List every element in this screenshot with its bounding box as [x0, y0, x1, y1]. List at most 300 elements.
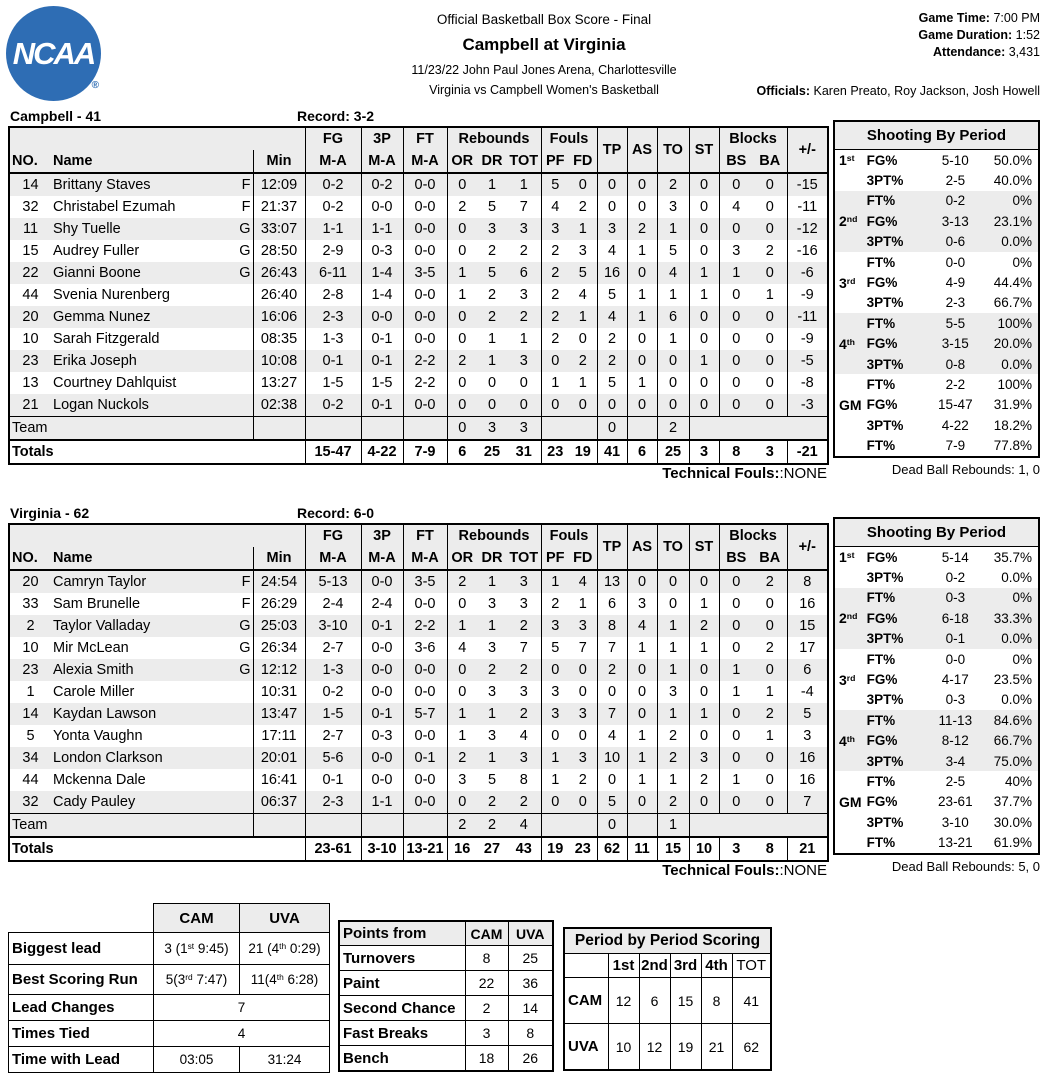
player-number: 2 — [26, 618, 35, 634]
stat-label: FG% — [866, 794, 898, 810]
player-number: 13 — [22, 375, 39, 391]
percentage: 35.7% — [993, 549, 1032, 565]
made-attempted: 0-3 — [945, 590, 966, 606]
made-attempted: 3-15 — [941, 336, 969, 352]
player-name: Shy Tuelle — [53, 221, 121, 237]
stat-label: FG% — [866, 733, 898, 749]
player-name: Erika Joseph — [53, 353, 137, 369]
shooting-row — [834, 792, 1039, 812]
shooting-row — [834, 211, 1039, 231]
player-position — [235, 394, 253, 417]
col-min: Min — [253, 150, 305, 173]
period-label — [834, 812, 867, 832]
percentage: 0.0% — [1001, 570, 1032, 586]
player-number: 15 — [22, 243, 39, 259]
player-name: Yonta Vaughn — [53, 728, 143, 744]
player-row: 44 Mckenna Dale 16:41 0-1 0-0 0-0 3 5 8 1 2 0 1 1 2 1 0 16 — [9, 769, 828, 791]
shooting-row — [834, 191, 1039, 211]
virginia-shooting-panel — [833, 517, 1040, 855]
player-position — [235, 747, 253, 769]
player-name: Carole Miller — [53, 684, 135, 700]
percentage: 50.0% — [993, 152, 1032, 168]
stat-label: FG% — [866, 213, 898, 229]
percentage: 20.0% — [993, 336, 1032, 352]
shooting-row — [834, 731, 1039, 751]
player-position: G — [239, 265, 251, 281]
period-scoring-table: Period by Period Scoring 1st 2nd 3rd 4th TOT CAM 12 6 15 8 41 UVA 10 12 19 21 62 — [563, 927, 772, 1071]
player-position: G — [239, 221, 251, 237]
player-name: Mir McLean — [53, 640, 129, 656]
player-name: London Clarkson — [53, 750, 163, 766]
player-name: Brittany Staves — [53, 177, 151, 193]
player-position: F — [241, 177, 251, 193]
stat-label: FG% — [866, 672, 898, 688]
player-position — [235, 372, 253, 394]
player-row: 21 Logan Nuckols 02:38 0-2 0-1 0-0 0 0 0 0 0 0 0 0 0 0 0 -3 — [9, 394, 828, 417]
percentage: 30.0% — [993, 814, 1032, 830]
stat-label: 3PT% — [866, 631, 904, 647]
team-abbrev: CAM — [564, 978, 608, 1024]
period-label — [834, 232, 867, 252]
made-attempted: 0-1 — [945, 631, 966, 647]
col-ba: BA — [759, 153, 781, 169]
shooting-title: Shooting By Period — [834, 121, 1039, 150]
percentage: 75.0% — [993, 753, 1032, 769]
player-position — [235, 791, 253, 814]
virginia-box-score — [8, 523, 829, 862]
matchup-title: Campbell at Virginia — [462, 35, 626, 54]
shooting-row — [834, 395, 1039, 415]
percentage: 66.7% — [993, 295, 1032, 311]
col-tp: TP — [597, 127, 627, 173]
shooting-row — [834, 435, 1039, 456]
player-number: 1 — [26, 684, 35, 700]
player-number: 10 — [22, 331, 39, 347]
player-row: 44 Svenia Nurenberg 26:40 2-8 1-4 0-0 1 2 3 2 4 5 1 1 1 0 1 -9 — [9, 284, 828, 306]
player-number: 5 — [26, 728, 35, 744]
player-number: 21 — [22, 397, 39, 413]
player-row: 32 Cady Pauley 06:37 2-3 1-1 0-0 0 2 2 0 0 5 0 2 0 0 0 7 — [9, 791, 828, 814]
campbell-technical-fouls: Technical Fouls::NONE — [662, 465, 827, 482]
player-row: 5 Yonta Vaughn 17:11 2-7 0-3 0-0 1 3 4 0 0 4 1 2 0 0 1 3 — [9, 725, 828, 747]
player-row: 2 Taylor Valladay G 25:03 3-10 0-1 2-2 1 1 2 3 3 8 4 1 2 0 0 15 — [9, 615, 828, 637]
shooting-row — [834, 547, 1039, 568]
percentage: 0% — [1012, 651, 1032, 667]
points-row: Bench 18 26 — [339, 1046, 553, 1072]
virginia-record: Record: 6-0 — [297, 505, 375, 521]
percentage: 100% — [997, 315, 1032, 331]
virginia-box-score-table — [8, 523, 829, 862]
report-header — [244, 12, 844, 97]
points-row: Fast Breaks 3 8 — [339, 1021, 553, 1046]
percentage: 0% — [1012, 193, 1032, 209]
stat-label: 3PT% — [866, 753, 904, 769]
points-from-title: Points from — [339, 921, 465, 946]
period-label — [834, 751, 867, 771]
ncaa-logo — [6, 6, 101, 101]
player-name: Kaydan Lawson — [53, 706, 157, 722]
player-number: 20 — [22, 574, 39, 590]
player-position — [235, 284, 253, 306]
player-row: 14 Kaydan Lawson 13:47 1-5 0-1 5-7 1 1 2 3 3 7 0 1 1 0 2 5 — [9, 703, 828, 725]
shooting-row — [834, 669, 1039, 689]
shooting-row — [834, 150, 1039, 171]
game-duration: Game Duration: 1:52 — [918, 28, 1040, 42]
shooting-title: Shooting By Period — [834, 518, 1039, 547]
campbell-box-score — [8, 126, 829, 465]
lead-stats-table — [8, 903, 330, 1073]
player-position: F — [241, 199, 251, 215]
made-attempted: 3-13 — [941, 213, 969, 229]
period-label — [834, 435, 867, 456]
player-row: 11 Shy Tuelle G 33:07 1-1 1-1 0-0 0 3 3 3 1 3 2 1 0 0 0 -12 — [9, 218, 828, 240]
period-label — [834, 690, 867, 710]
period-score-row: CAM 12 6 15 8 41 — [564, 978, 771, 1024]
col-pf: PF — [541, 150, 569, 173]
player-position — [235, 350, 253, 372]
shooting-row — [834, 374, 1039, 394]
player-number: 32 — [22, 199, 39, 215]
shooting-row — [834, 812, 1039, 832]
team-row: Team 0 3 3 0 2 — [9, 417, 828, 441]
player-number: 44 — [22, 287, 39, 303]
game-time: Game Time: 7:00 PM — [918, 11, 1040, 25]
stat-label: 3PT% — [866, 692, 904, 708]
points-from-table: Points from CAM UVA Turnovers 8 25 Paint 22 36 Second Chance 2 14 Fast Breaks 3 8 Bench 18 26 — [338, 920, 554, 1072]
stat-label: FT% — [866, 315, 896, 331]
player-row: 34 London Clarkson 20:01 5-6 0-0 0-1 2 1 3 1 3 10 1 2 3 0 0 16 — [9, 747, 828, 769]
shooting-row — [834, 170, 1039, 190]
stat-label: 3PT% — [866, 570, 904, 586]
shooting-row — [834, 751, 1039, 771]
player-number: 20 — [22, 309, 39, 325]
col-tot: TOT — [509, 153, 539, 169]
player-name: Gianni Boone — [53, 265, 141, 281]
percentage: 61.9% — [993, 835, 1032, 851]
campbell-team-line — [10, 108, 829, 124]
team-row: Team 2 2 4 0 1 — [9, 814, 828, 838]
period-label — [834, 313, 867, 333]
percentage: 66.7% — [993, 733, 1032, 749]
stat-label: FT% — [866, 438, 896, 454]
made-attempted: 4-17 — [941, 672, 969, 688]
player-row: 32 Christabel Ezumah F 21:37 0-2 0-0 0-0 2 5 7 4 2 0 0 3 0 4 0 -11 — [9, 196, 828, 218]
player-position: G — [239, 640, 251, 656]
stat-label: FT% — [866, 773, 896, 789]
percentage: 0% — [1012, 254, 1032, 270]
percentage: 100% — [997, 376, 1032, 392]
virginia-dead-ball-rebounds: Dead Ball Rebounds: 5, 0 — [891, 859, 1040, 874]
shooting-row — [834, 771, 1039, 791]
player-number: 44 — [22, 772, 39, 788]
lead-changes-row: Lead Changes 7 — [9, 995, 330, 1021]
shooting-row — [834, 649, 1039, 669]
player-name: Sam Brunelle — [53, 596, 141, 612]
made-attempted: 2-5 — [945, 773, 966, 789]
percentage: 18.2% — [993, 417, 1032, 433]
shooting-row — [834, 588, 1039, 608]
period-label: GM — [839, 396, 862, 413]
player-name: Christabel Ezumah — [53, 199, 176, 215]
team-abbrev: UVA — [564, 1024, 608, 1071]
made-attempted: 8-12 — [941, 733, 969, 749]
col-no: NO. — [12, 153, 38, 169]
stat-label: FT% — [866, 376, 896, 392]
percentage: 0% — [1012, 590, 1032, 606]
campbell-record: Record: 3-2 — [297, 108, 375, 124]
points-row: Turnovers 8 25 — [339, 946, 553, 971]
times-tied-row: Times Tied 4 — [9, 1021, 330, 1047]
player-name: Gemma Nunez — [53, 309, 151, 325]
percentage: 0.0% — [1001, 692, 1032, 708]
col-fouls: Fouls — [541, 127, 597, 150]
player-number: 14 — [22, 706, 39, 722]
totals-row: Totals 23-61 3-10 13-21 16 27 43 19 23 62 11 15 10 3 8 21 — [9, 837, 828, 861]
game-meta — [918, 10, 1040, 61]
period-label — [834, 588, 867, 608]
made-attempted: 0-2 — [945, 193, 966, 209]
virginia-shooting-table — [833, 517, 1040, 855]
player-position: F — [241, 596, 251, 612]
col-fg: FG — [305, 127, 361, 150]
event-line: Virginia vs Campbell Women's Basketball — [429, 83, 659, 97]
made-attempted: 2-2 — [945, 376, 966, 392]
player-name: Camryn Taylor — [53, 574, 147, 590]
player-number: 33 — [22, 596, 39, 612]
player-name: Courtney Dahlquist — [53, 375, 177, 391]
made-attempted: 7-9 — [945, 438, 966, 454]
period-label — [834, 710, 867, 730]
player-row: 33 Sam Brunelle F 26:29 2-4 2-4 0-0 0 3 3 2 1 6 3 0 1 0 0 16 — [9, 593, 828, 615]
best-scoring-run-row: Best Scoring Run 5(3rd 7:47) 11(4th 6:28) — [9, 965, 330, 995]
col-to: TO — [657, 127, 689, 173]
col-dr: DR — [481, 153, 503, 169]
stat-label: FG% — [866, 275, 898, 291]
virginia-technical-fouls: Technical Fouls::NONE — [662, 862, 827, 879]
shooting-row — [834, 567, 1039, 587]
col-as: AS — [627, 127, 657, 173]
made-attempted: 0-8 — [945, 356, 966, 372]
shooting-row — [834, 608, 1039, 628]
player-number: 11 — [22, 221, 39, 237]
player-position: F — [241, 574, 251, 590]
made-attempted: 2-5 — [945, 173, 966, 189]
player-name: Logan Nuckols — [53, 397, 149, 413]
period-label — [834, 170, 867, 190]
made-attempted: 5-14 — [941, 549, 969, 565]
campbell-box-score-table — [8, 126, 829, 465]
player-row: 23 Erika Joseph 10:08 0-1 0-1 2-2 2 1 3 0 2 2 0 0 1 0 0 -5 — [9, 350, 828, 372]
percentage: 23.5% — [993, 672, 1032, 688]
shooting-row — [834, 629, 1039, 649]
points-row: Paint 22 36 — [339, 971, 553, 996]
shooting-row — [834, 293, 1039, 313]
col-rebounds: Rebounds — [447, 127, 541, 150]
percentage: 0.0% — [1001, 356, 1032, 372]
made-attempted: 23-61 — [938, 794, 973, 810]
attendance: Attendance: 3,431 — [933, 45, 1040, 59]
period-label — [834, 629, 867, 649]
made-attempted: 6-18 — [941, 610, 969, 626]
virginia-team-line — [10, 505, 829, 521]
period-label — [834, 567, 867, 587]
player-number: 23 — [22, 662, 39, 678]
player-position: G — [239, 243, 251, 259]
col-plusminus: +/- — [787, 127, 828, 173]
period-label: 4th — [839, 335, 855, 352]
col-blocks: Blocks — [719, 127, 787, 150]
campbell-title: Campbell - 41 — [10, 108, 102, 124]
period-label — [834, 191, 867, 211]
shooting-row — [834, 710, 1039, 730]
period-label — [834, 415, 867, 435]
stat-label: 3PT% — [866, 814, 904, 830]
made-attempted: 5-5 — [945, 315, 966, 331]
player-position — [235, 769, 253, 791]
period-label — [834, 832, 867, 853]
percentage: 84.6% — [993, 712, 1032, 728]
player-position — [235, 703, 253, 725]
player-position — [235, 306, 253, 328]
venue-line: 11/23/22 John Paul Jones Arena, Charlottesville — [411, 63, 677, 77]
player-row: 10 Sarah Fitzgerald 08:35 1-3 0-1 0-0 0 1 1 2 0 2 0 1 0 0 0 -9 — [9, 328, 828, 350]
table-header: FG 3P FT Rebounds Fouls TP AS TO ST Blocks +/- NO. Name Min M-A M-A M-A OR DR TOT PF FD BS BA — [9, 127, 828, 173]
player-name: Svenia Nurenberg — [53, 287, 170, 303]
made-attempted: 2-3 — [945, 295, 966, 311]
made-attempted: 15-47 — [938, 397, 973, 413]
lead-col-cam: CAM — [154, 904, 240, 933]
made-attempted: 0-0 — [945, 651, 966, 667]
player-row: 20 Gemma Nunez 16:06 2-3 0-0 0-0 0 2 2 2 1 4 1 6 0 0 0 -11 — [9, 306, 828, 328]
col-st: ST — [689, 127, 719, 173]
shooting-row — [834, 232, 1039, 252]
made-attempted: 3-10 — [941, 814, 969, 830]
period-label: 2nd — [839, 610, 858, 627]
player-position — [235, 328, 253, 350]
player-row: 13 Courtney Dahlquist 13:27 1-5 1-5 2-2 0 0 0 1 1 5 1 0 0 0 0 -8 — [9, 372, 828, 394]
player-row: 14 Brittany Staves F 12:09 0-2 0-2 0-0 0 1 1 5 0 0 0 2 0 0 0 -15 — [9, 173, 828, 196]
stat-label: FG% — [866, 549, 898, 565]
shooting-row — [834, 313, 1039, 333]
stat-label: FT% — [866, 590, 896, 606]
lead-col-uva: UVA — [240, 904, 330, 933]
made-attempted: 5-10 — [941, 152, 969, 168]
player-position — [235, 725, 253, 747]
player-row: 22 Gianni Boone G 26:43 6-11 1-4 3-5 1 5 6 2 5 16 0 4 1 1 0 -6 — [9, 262, 828, 284]
period-label: 4th — [839, 732, 855, 749]
stat-label: FG% — [866, 336, 898, 352]
player-name: Taylor Valladay — [53, 618, 151, 634]
percentage: 33.3% — [993, 610, 1032, 626]
player-number: 10 — [22, 640, 39, 656]
percentage: 0.0% — [1001, 631, 1032, 647]
stat-label: 3PT% — [866, 173, 904, 189]
shooting-row — [834, 252, 1039, 272]
stat-label: FT% — [866, 712, 896, 728]
made-attempted: 0-6 — [945, 234, 966, 250]
percentage: 31.9% — [993, 397, 1032, 413]
period-label: 3rd — [839, 671, 856, 688]
percentage: 23.1% — [993, 213, 1032, 229]
percentage: 40.0% — [993, 173, 1032, 189]
campbell-players — [9, 173, 828, 417]
period-label: GM — [839, 793, 862, 810]
period-label: 2nd — [839, 213, 858, 230]
period-label: 1st — [839, 549, 855, 566]
col-name: Name — [53, 153, 93, 169]
stat-label: FT% — [866, 835, 896, 851]
stat-label: 3PT% — [866, 356, 904, 372]
player-name: Alexia Smith — [53, 662, 134, 678]
made-attempted: 11-13 — [938, 712, 973, 728]
shooting-row — [834, 832, 1039, 853]
percentage: 77.8% — [993, 438, 1032, 454]
player-number: 22 — [22, 265, 39, 281]
player-row: 20 Camryn Taylor F 24:54 5-13 0-0 3-5 2 1 3 1 4 13 0 0 0 0 2 8 — [9, 570, 828, 593]
stat-label: 3PT% — [866, 234, 904, 250]
stat-label: FT% — [866, 254, 896, 270]
period-label — [834, 252, 867, 272]
stat-label: 3PT% — [866, 295, 904, 311]
player-position: G — [239, 662, 251, 678]
time-with-lead-row: Time with Lead 03:05 31:24 — [9, 1047, 330, 1073]
player-number: 23 — [22, 353, 39, 369]
player-name: Sarah Fitzgerald — [53, 331, 160, 347]
col-bs: BS — [719, 150, 753, 173]
col-fd: FD — [573, 153, 593, 169]
player-number: 32 — [22, 794, 39, 810]
stat-label: FG% — [866, 152, 898, 168]
player-name: Audrey Fuller — [53, 243, 140, 259]
made-attempted: 4-9 — [945, 275, 966, 291]
shooting-row — [834, 690, 1039, 710]
made-attempted: 4-22 — [941, 417, 969, 433]
percentage: 44.4% — [993, 275, 1032, 291]
made-attempted: 13-21 — [938, 835, 973, 851]
player-position — [235, 681, 253, 703]
biggest-lead-row: Biggest lead 3 (1st 9:45) 21 (4th 0:29) — [9, 933, 330, 965]
campbell-shooting-table — [833, 120, 1040, 458]
stat-label: FG% — [866, 397, 898, 413]
percentage: 37.7% — [993, 794, 1032, 810]
period-scoring-title: Period by Period Scoring — [564, 928, 771, 954]
percentage: 40% — [1004, 773, 1032, 789]
period-label: 3rd — [839, 274, 856, 291]
campbell-shooting-panel — [833, 120, 1040, 458]
made-attempted: 0-3 — [945, 692, 966, 708]
stat-label: 3PT% — [866, 417, 904, 433]
period-label — [834, 293, 867, 313]
player-row: 1 Carole Miller 10:31 0-2 0-0 0-0 0 3 3 3 0 0 0 3 0 1 1 -4 — [9, 681, 828, 703]
made-attempted: 0-0 — [945, 254, 966, 270]
player-row: 23 Alexia Smith G 12:12 1-3 0-0 0-0 0 2 2 0 0 2 0 1 0 1 0 6 — [9, 659, 828, 681]
stat-label: FT% — [866, 193, 896, 209]
col-3p: 3P — [361, 127, 403, 150]
shooting-row — [834, 354, 1039, 374]
made-attempted: 3-4 — [945, 753, 966, 769]
player-row: 15 Audrey Fuller G 28:50 2-9 0-3 0-0 0 2 2 2 3 4 1 5 0 3 2 -16 — [9, 240, 828, 262]
stat-label: FT% — [866, 651, 896, 667]
player-name: Mckenna Dale — [53, 772, 146, 788]
virginia-title: Virginia - 62 — [10, 505, 90, 521]
col-or: OR — [447, 150, 477, 173]
period-label — [834, 374, 867, 394]
player-row: 10 Mir McLean G 26:34 2-7 0-0 3-6 4 3 7 5 7 7 1 1 1 0 2 17 — [9, 637, 828, 659]
report-title: Official Basketball Box Score - Final — [436, 12, 652, 27]
table-header: FG 3P FT Rebounds Fouls TP AS TO ST Blocks +/- NO. Name Min M-A M-A M-A OR DR TOT PF FD BS BA — [9, 524, 828, 570]
percentage: 0.0% — [1001, 234, 1032, 250]
totals-row: Totals 15-47 4-22 7-9 6 25 31 23 19 41 6 25 3 8 3 -21 — [9, 440, 828, 464]
